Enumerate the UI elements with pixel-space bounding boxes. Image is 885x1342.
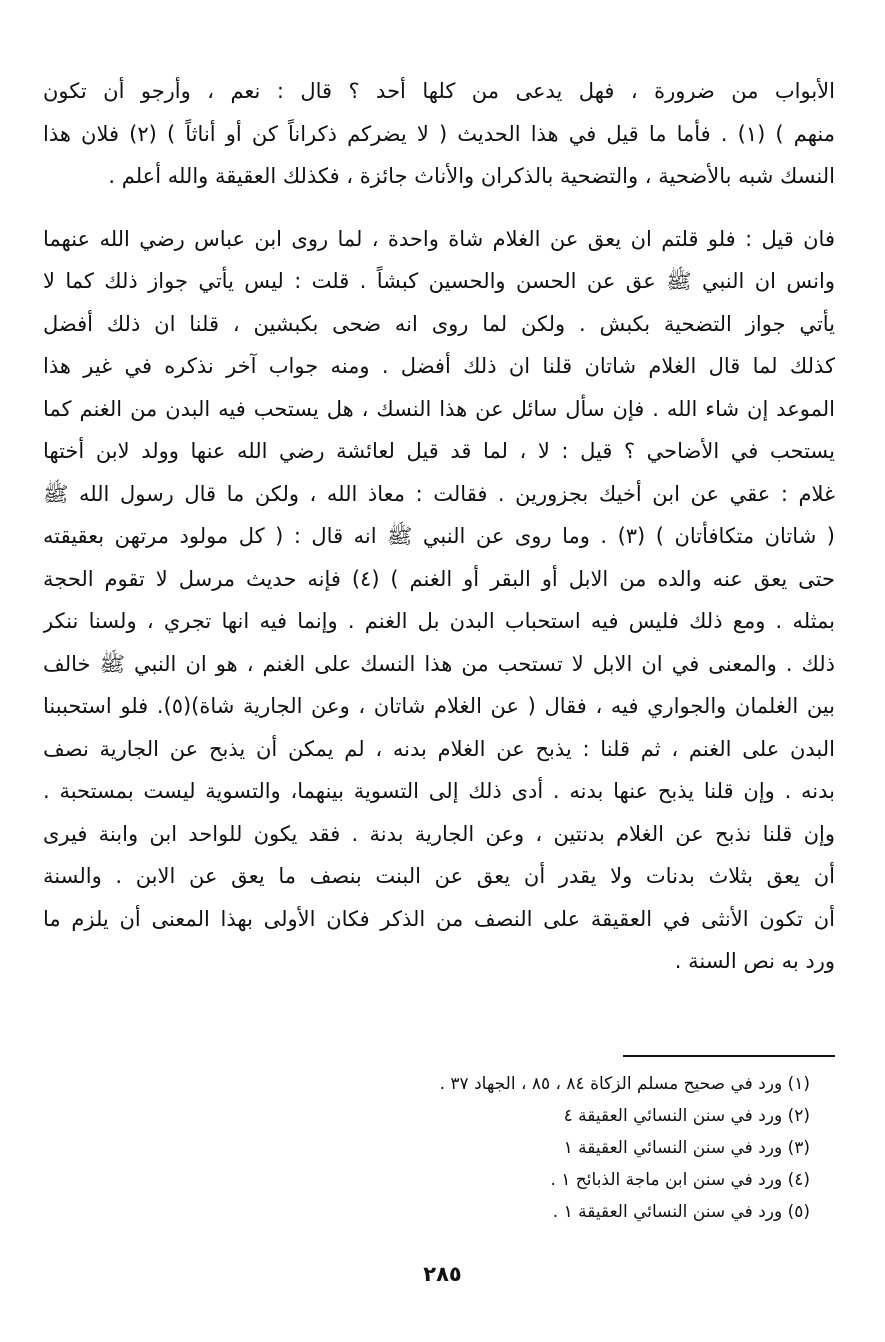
text-line: وإن قلنا نذبح عن الغلام بدنتين ، وعن الجارية بدنة . فقد يكون للواحد ابن وابنة فيرى — [43, 821, 835, 846]
text-line: الأبواب من ضرورة ، فهل يدعى من كلها أحد ؟ قال : نعم ، وأرجو أن تكون — [43, 79, 835, 103]
text-line: ( شاتان متكافأتان ) (٣) . وما روى عن النبي ﷺ انه قال : ( كل مولود مرتهن بعقيقته — [43, 524, 835, 548]
text-line: بدنه . وإن قلنا يذبح عنها بدنه . أدى ذلك إلى التسوية بينهما، والتسوية ليست بمستحبة . — [43, 779, 835, 803]
text-line: ذلك . والمعنى في ان الابل لا تستحب من هذا النسك على الغنم ، هو ان النبي ﷺ خالف — [43, 651, 835, 676]
footnote: (٣) ورد في سنن النسائي العقيقة ١ — [563, 1138, 810, 1158]
text-line: كذلك لما قال الغلام شاتان قلنا ان ذلك أفضل . ومنه جواب آخر نذكره في غير هذا — [43, 354, 835, 378]
footnotes — [310, 1068, 810, 1228]
text-line: منهم ) (١) . فأما ما قيل في هذا الحديث ( لا يضركم ذكراناً كن أو أناثاً ) (٢) فلان هذا — [43, 121, 835, 146]
footnote: (٥) ورد في سنن النسائي العقيقة ١ . — [552, 1202, 810, 1222]
text-line: بمثله . ومع ذلك فليس فيه استحباب البدن بل الغنم . وإنما فيه انها تجري ، ولسنا ننكر — [43, 609, 835, 633]
text-line: يستحب في الأضاحي ؟ قيل : لا ، لما قد قيل لعائشة رضي الله عنها وولد لابن أختها — [43, 439, 835, 463]
footnote: (٤) ورد في سنن ابن ماجة الذبائح ١ . — [550, 1170, 810, 1190]
footnote: (٢) ورد في سنن النسائي العقيقة ٤ — [563, 1106, 810, 1126]
text-line: أن يعق بثلاث بدنات ولا يقدر أن يعق عن البنت بنصف ما يعق عن الابن . والسنة — [43, 864, 835, 888]
text-line: فان قيل : فلو قلتم ان يعق عن الغلام شاة واحدة ، لما روى ابن عباس رضي الله عنهما — [43, 226, 835, 251]
text-line: يأتي جواز التضحية بكبش . ولكن لما روى انه ضحى بكبشين ، قلنا ان ذلك أفضل — [43, 311, 835, 336]
text-line: ورد به نص السنة . — [674, 949, 835, 973]
text-line: البدن على الغنم ، ثم قلنا : يذبح عن الغلام بدنه ، لم يمكن أن يذبح عن الجارية نصف — [43, 736, 835, 761]
footnote: (١) ورد في صحيح مسلم الزكاة ٨٤ ، ٨٥ ، الجهاد ٣٧ . — [439, 1074, 810, 1094]
text-line: الموعد إن شاء الله . فإن سأل سائل عن هذا النسك ، هل يستحب فيه البدن من الغنم كما — [43, 396, 835, 421]
main-text — [43, 70, 835, 983]
text-line: أن تكون الأنثى في العقيقة على النصف من الذكر فكان الأولى بهذا المعنى أن يلزم ما — [43, 906, 835, 931]
text-line: بين الغلمان والجواري فيه ، فقال ( عن الغلام شاتان ، وعن الجارية شاة)(٥). فلو استحببنا — [43, 694, 835, 718]
text-line: وانس ان النبي ﷺ عق عن الحسن والحسين كبشاً . قلت : ليس يأتي جواز ذلك كما لا — [43, 269, 835, 293]
footnote-divider — [623, 1055, 835, 1057]
text-line: النسك شبه بالأضحية ، والتضحية بالذكران والأناث جائزة ، فكذلك العقيقة والله أعلم . — [108, 164, 835, 188]
paragraph-spacer — [43, 198, 835, 218]
paragraph-1 — [43, 70, 835, 198]
page-number: ٢٨٥ — [423, 1262, 462, 1286]
paragraph-2 — [43, 218, 835, 983]
text-line: حتى يعق عنه والده من الابل أو البقر أو الغنم ) (٤) فإنه حديث مرسل لا تقوم الحجة — [43, 566, 835, 591]
text-line: غلام : عقي عن ابن أخيك بجزورين . فقالت : معاذ الله ، ولكن ما قال رسول الله ﷺ — [43, 481, 835, 506]
